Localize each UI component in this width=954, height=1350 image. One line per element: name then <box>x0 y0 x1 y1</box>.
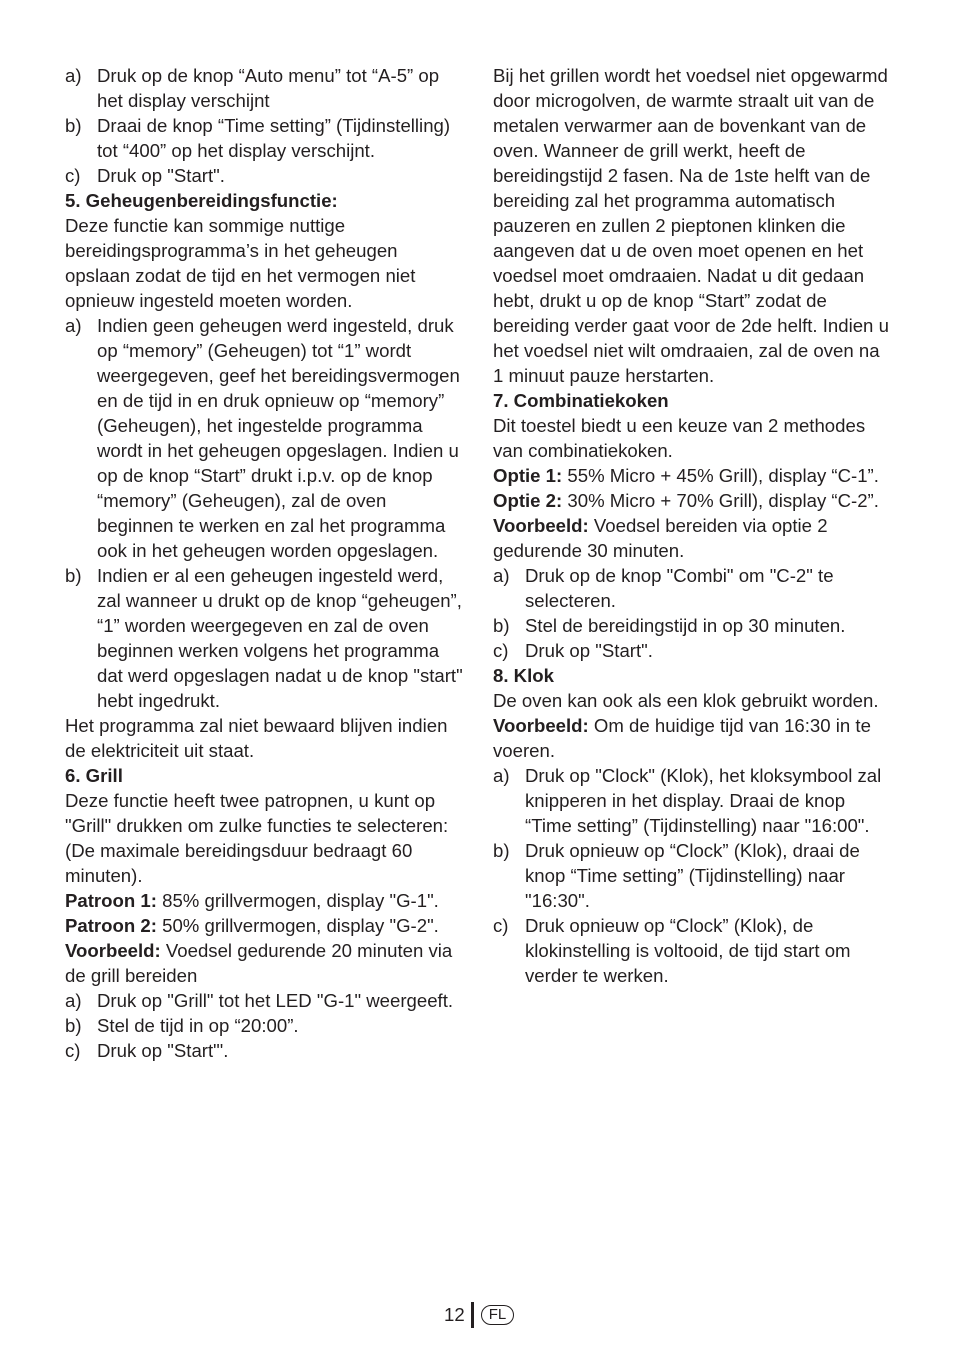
option-1: Optie 1: 55% Micro + 45% Grill), display “C-1”. <box>493 465 879 486</box>
paragraph: Dit toestel biedt u een keuze van 2 methodes van combinatiekoken. <box>493 415 866 461</box>
page-number: 12 <box>444 1304 465 1325</box>
list-item: b) Indien er al een geheugen ingesteld werd, zal wanneer u drukt op de knop “geheugen”, “1” worden weergegeven en zal de oven beginnen werken volgens het programma dat werd opgeslagen nadat u de knop "start" hebt ingedrukt. <box>65 565 463 711</box>
list-item: b) Stel de tijd in op “20:00”. <box>65 1015 299 1036</box>
section-heading-memory: 5. Geheugenbereidingsfunctie: <box>65 190 338 211</box>
list-item: b) Draai de knop “Time setting” (Tijdinstelling) tot “400” op het display verschijnt. <box>65 115 451 161</box>
language-badge: FL <box>481 1305 515 1325</box>
footer-divider <box>471 1302 474 1328</box>
right-column <box>493 63 893 988</box>
paragraph: Bij het grillen wordt het voedsel niet opgewarmd door microgolven, de warmte straalt uit van de metalen verwarmer aan de bovenkant van de oven. Wanneer de grill werkt, heeft de bereidingstijd 2 fasen. Na de 1ste helft van de bereiding zal het programma automatisch pauzeren en zullen 2 pieptonen klinken die aangeven dat u de oven moet openen en het voedsel moet omdraaien. Nadat u dit gedaan hebt, drukt u op de knop “Start” zodat de bereiding verder gaat voor de 2de helft. Indien u het voedsel niet wilt omdraaien, zal de oven na 1 minuut pauze herstarten. <box>493 65 889 386</box>
list-item: c) Druk op "Start". <box>493 640 653 661</box>
list-item: c) Druk op "Start"'. <box>65 1040 229 1061</box>
pattern-2: Patroon 2: 50% grillvermogen, display "G-2". <box>65 915 439 936</box>
list-item: a) Indien geen geheugen werd ingesteld, druk op “memory” (Geheugen) tot “1” wordt weergegeven, geef het bereidingsvermogen en de tijd in en druk opnieuw op “memory” (Geheugen), het ingestelde programma wordt in het geheugen opgeslagen. Indien u op de knop “Start” drukt i.p.v. op de knop “memory” (Geheugen), zal de oven beginnen te werken en zal het programma ook in het geheugen worden opgeslagen. <box>65 315 460 561</box>
example: Voorbeeld: Om de huidige tijd van 16:30 in te voeren. <box>493 715 871 761</box>
paragraph: Deze functie heeft twee patropnen, u kunt op "Grill" drukken om zulke functies te selecteren: (De maximale bereidingsduur bedraagt 60 minuten). <box>65 790 449 886</box>
paragraph: Het programma zal niet bewaard blijven indien de elektriciteit uit staat. <box>65 715 448 761</box>
list-item: a) Druk op "Clock" (Klok), het kloksymbool zal knipperen in het display. Draai de knop “Time setting” (Tijdinstelling) naar "16:00". <box>493 765 882 836</box>
list-item: a) Druk op de knop "Combi" om "C-2" te selecteren. <box>493 565 834 611</box>
pattern-1: Patroon 1: 85% grillvermogen, display "G-1". <box>65 890 439 911</box>
section-heading-grill: 6. Grill <box>65 765 123 786</box>
list-item: a) Druk op "Grill" tot het LED "G-1" weergeeft. <box>65 990 454 1011</box>
list-item: a) Druk op de knop “Auto menu” tot “A-5” op het display verschijnt <box>65 65 440 111</box>
list-item: c) Druk opnieuw op “Clock” (Klok), de klokinstelling is voltooid, de tijd start om verder te werken. <box>493 915 851 986</box>
section-heading-clock: 8. Klok <box>493 665 554 686</box>
section-heading-combination: 7. Combinatiekoken <box>493 390 669 411</box>
example: Voorbeeld: Voedsel gedurende 20 minuten via de grill bereiden <box>65 940 453 986</box>
example: Voorbeeld: Voedsel bereiden via optie 2 gedurende 30 minuten. <box>493 515 828 561</box>
list-item: c) Druk op "Start". <box>65 165 225 186</box>
list-item: b) Stel de bereidingstijd in op 30 minuten. <box>493 615 846 636</box>
list-item: b) Druk opnieuw op “Clock” (Klok), draai de knop “Time setting” (Tijdinstelling) naar "16:30". <box>493 840 860 911</box>
left-column <box>65 63 465 1063</box>
paragraph: De oven kan ook als een klok gebruikt worden. <box>493 690 879 711</box>
page-footer <box>444 1302 514 1328</box>
paragraph: Deze functie kan sommige nuttige bereidingsprogramma’s in het geheugen opslaan zodat de tijd en het vermogen niet opnieuw ingesteld moeten worden. <box>65 215 416 311</box>
option-2: Optie 2: 30% Micro + 70% Grill), display “C-2”. <box>493 490 879 511</box>
